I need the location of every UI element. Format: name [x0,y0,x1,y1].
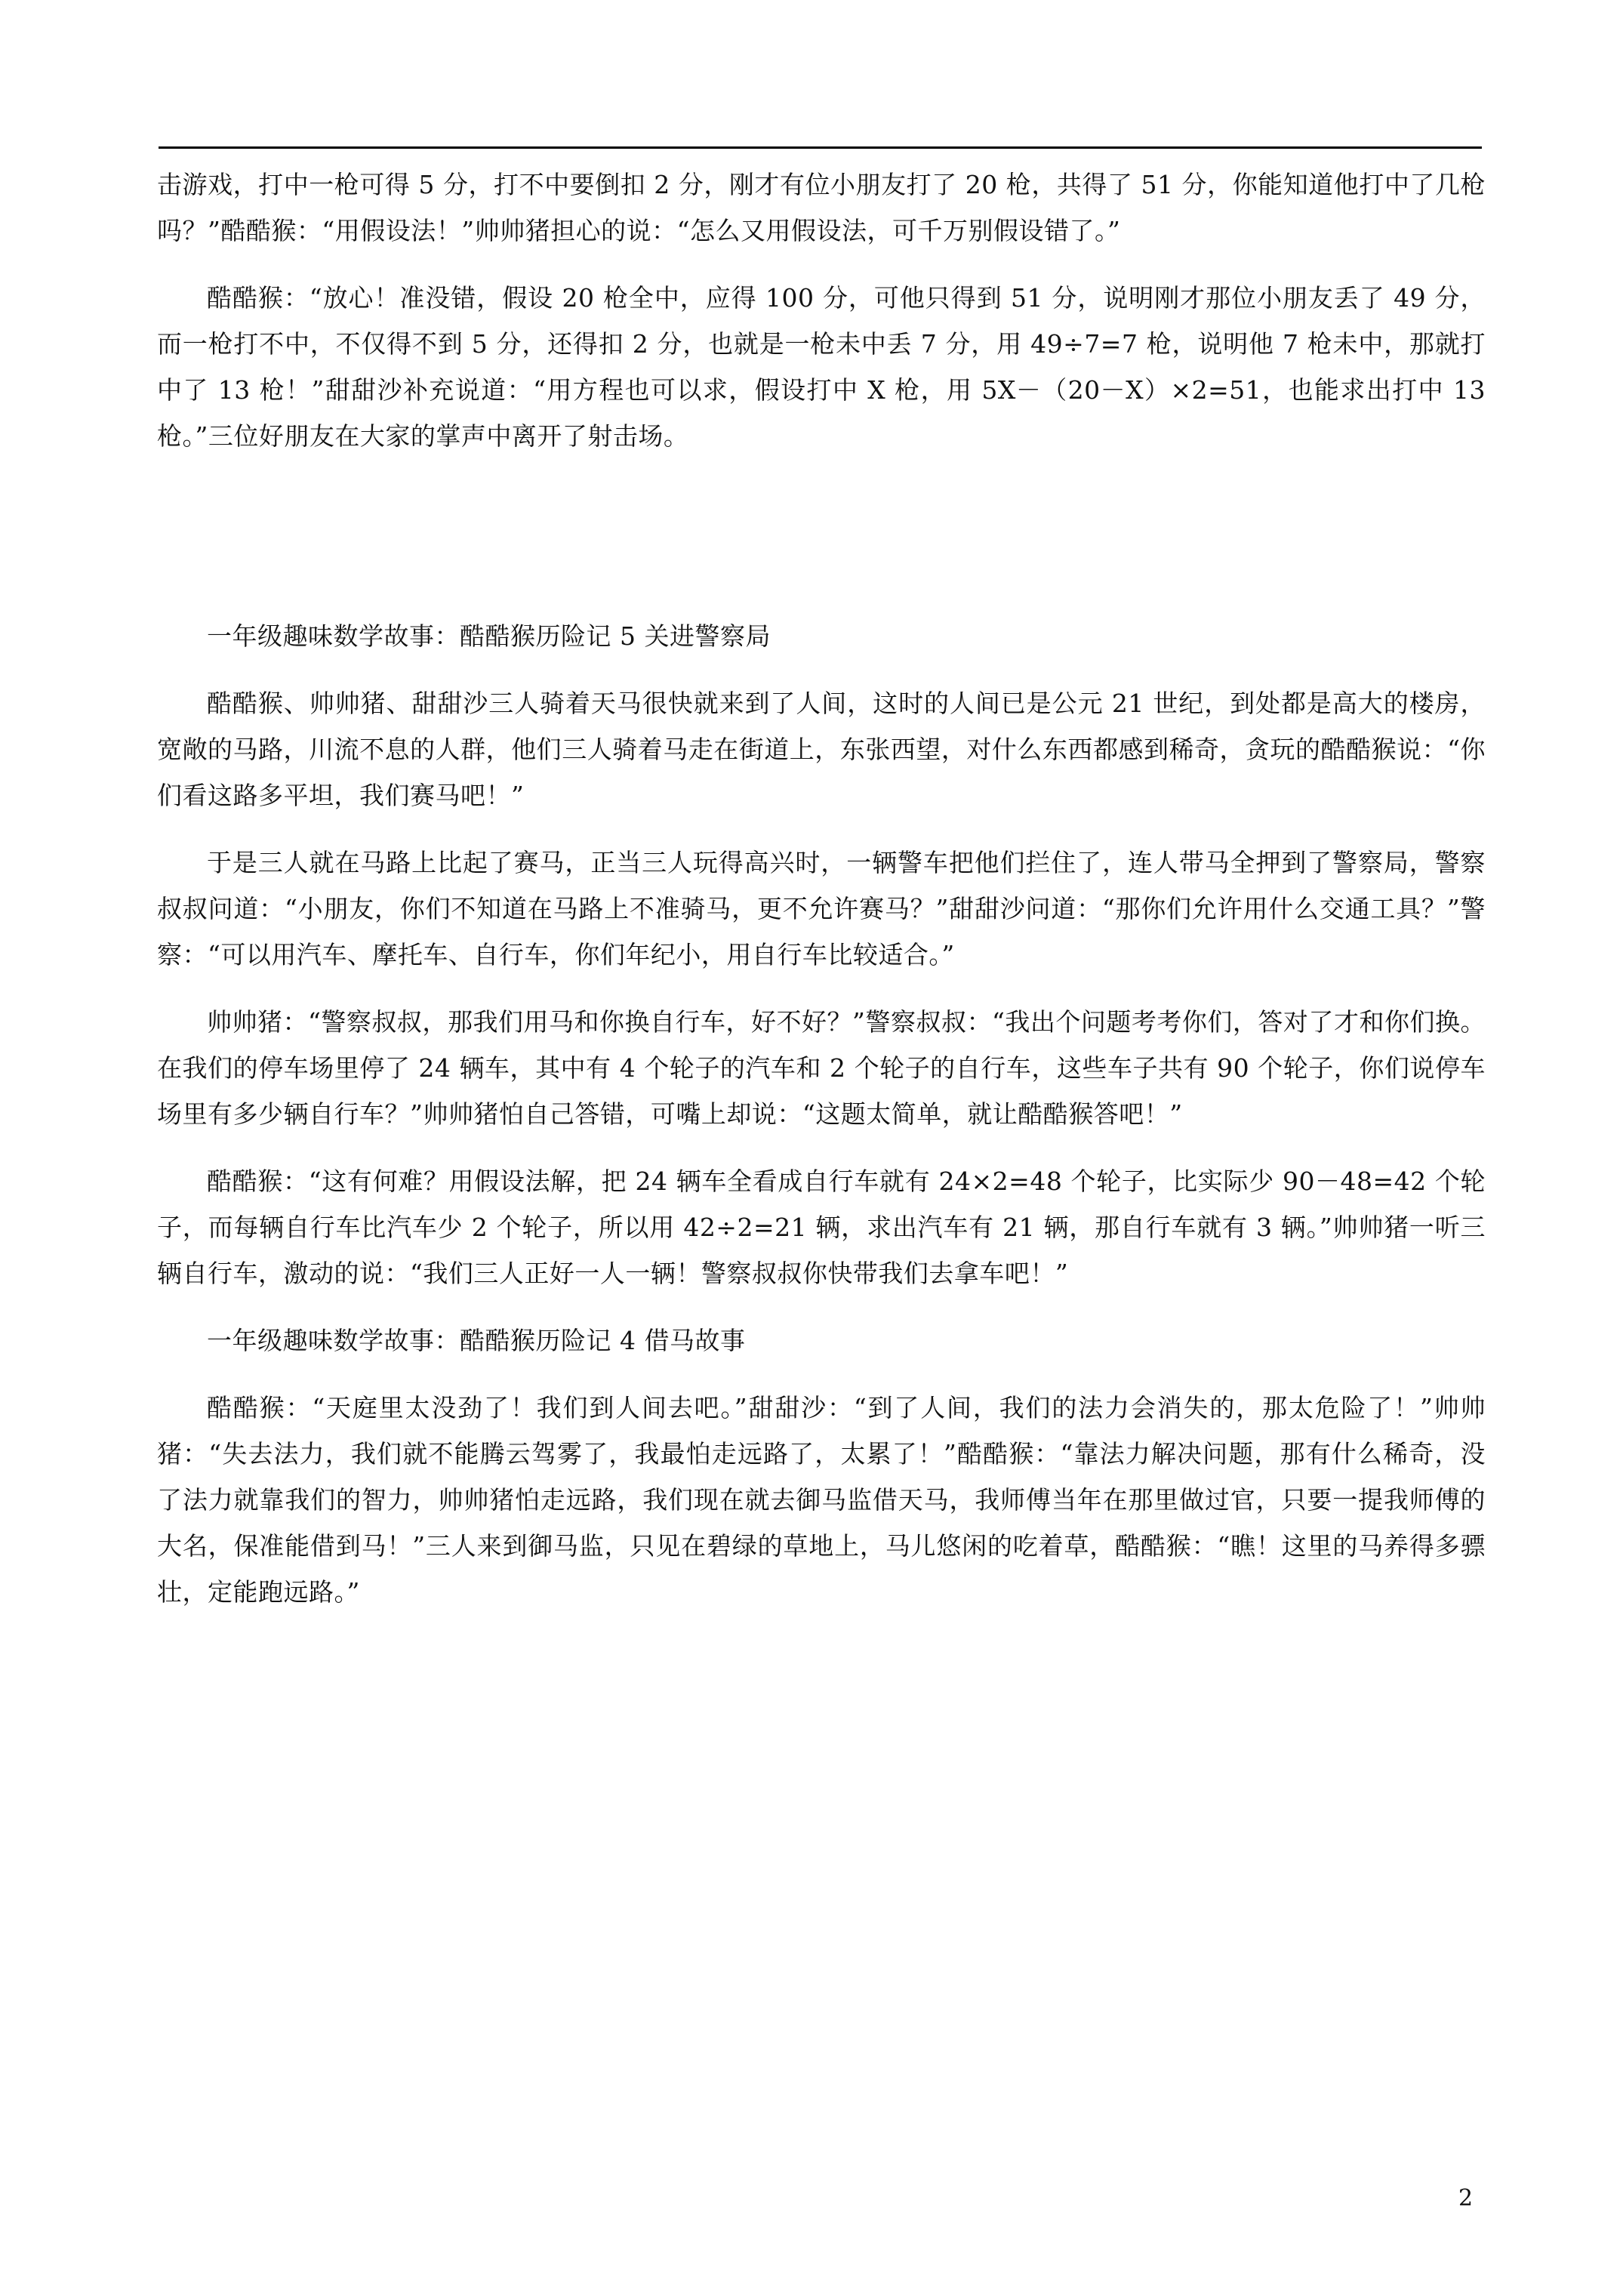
paragraph: 帅帅猪：“警察叔叔，那我们用马和你换自行车，好不好？”警察叔叔：“我出个问题考考你们，答对了才和你们换。在我们的停车场里停了 24 辆车，其中有 4 个轮子的汽车和 2 个轮子的自行车，这些车子共有 90 个轮子，你们说停车场里有多少辆自行车？”帅帅猪怕自己答错，可嘴上却说：“这题太简单，就让酷酷猴答吧！” [157,1007,1486,1129]
paragraph: 酷酷猴：“这有何难？用假设法解，把 24 辆车全看成自行车就有 24×2=48 个轮子，比实际少 90－48=42 个轮子，而每辆自行车比汽车少 2 个轮子，所以用 42÷2=21 辆，求出汽车有 21 辆，那自行车就有 3 辆。”帅帅猪一听三辆自行车，激动的说：“我们三人正好一人一辆！警察叔叔你快带我们去拿车吧！” [157,1166,1486,1288]
paragraph: 酷酷猴：“放心！准没错，假设 20 枪全中，应得 100 分，可他只得到 51 分，说明刚才那位小朋友丢了 49 分，而一枪打不中，不仅得不到 5 分，还得扣 2 分，也就是一枪未中丢 7 分，用 49÷7=7 枪，说明他 7 枪未中，那就打中了 13 枪！”甜甜沙补充说道：“用方程也可以求，假设打中 X 枪，用 5X－（20－X）×2=51，也能求出打中 13 枪。”三位好朋友在大家的掌声中离开了射击场。 [157,283,1486,451]
page-number: 2 [1458,2185,1474,2211]
paragraph-continuation: 击游戏，打中一枪可得 5 分，打不中要倒扣 2 分，刚才有位小朋友打了 20 枪，共得了 51 分，你能知道他打中了几枪吗？”酷酷猴：“用假设法！”帅帅猪担心的说：“怎么又用假设法，可千万别假设错了。” [157,170,1486,245]
section-heading: 一年级趣味数学故事：酷酷猴历险记 4 借马故事 [207,1326,746,1355]
section-heading: 一年级趣味数学故事：酷酷猴历险记 5 关进警察局 [207,621,771,651]
section-gap [157,480,1486,613]
paragraph: 于是三人就在马路上比起了赛马，正当三人玩得高兴时，一辆警车把他们拦住了，连人带马全押到了警察局，警察叔叔问道：“小朋友，你们不知道在马路上不准骑马，更不允许赛马？”甜甜沙问道：“那你们允许用什么交通工具？”警察：“可以用汽车、摩托车、自行车，你们年纪小，用自行车比较适合。” [157,848,1486,969]
header-rule [159,146,1482,149]
paragraph: 酷酷猴、帅帅猪、甜甜沙三人骑着天马很快就来到了人间，这时的人间已是公元 21 世纪，到处都是高大的楼房，宽敞的马路，川流不息的人群，他们三人骑着马走在街道上，东张西望，对什么东西都感到稀奇，贪玩的酷酷猴说：“你们看这路多平坦，我们赛马吧！” [157,689,1486,810]
paragraph: 酷酷猴：“天庭里太没劲了！我们到人间去吧。”甜甜沙：“到了人间，我们的法力会消失的，那太危险了！”帅帅猪：“失去法力，我们就不能腾云驾雾了，我最怕走远路了，太累了！”酷酷猴：“靠法力解决问题，那有什么稀奇，没了法力就靠我们的智力，帅帅猪怕走远路，我们现在就去御马监借天马，我师傅当年在那里做过官，只要一提我师傅的大名，保准能借到马！”三人来到御马监，只见在碧绿的草地上，马儿悠闲的吃着草，酷酷猴：“瞧！这里的马养得多骠壮，定能跑远路。” [157,1393,1486,1607]
document-body [157,162,1486,1636]
